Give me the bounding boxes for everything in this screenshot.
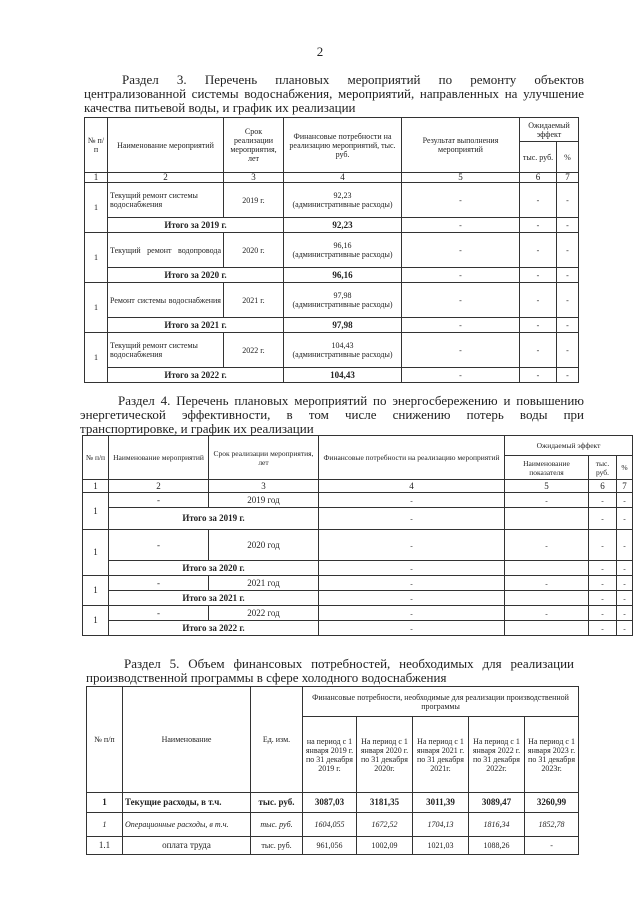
s3-index: 2 <box>108 173 224 183</box>
row-name: - <box>109 530 209 561</box>
s4-index: 3 <box>209 480 319 493</box>
s5-header-period: на период с 1 января 2019 г. по 31 декабря 2019 г. <box>303 717 357 793</box>
row-name: Текущий ремонт системы водоснабжения <box>108 183 224 218</box>
total-row <box>85 318 579 333</box>
total-label: Итого за 2020 г. <box>109 561 319 576</box>
row-unit: тыс. руб. <box>251 793 303 813</box>
section4-heading-line2: энергетической эффективности, в том числе снижению потерь воды при <box>80 407 584 422</box>
row-value: 1604,055 <box>303 813 357 837</box>
row-value: 1021,03 <box>413 837 469 855</box>
dash-cell: - <box>589 591 617 606</box>
row-finance <box>284 183 402 218</box>
row-result: - <box>402 333 520 368</box>
row-pct: - <box>617 493 633 508</box>
total-value: 92,23 <box>284 218 402 233</box>
s5-header-num: № п/п <box>87 687 123 793</box>
s3-index: 1 <box>85 173 108 183</box>
total-row <box>83 561 633 576</box>
section5-heading-line1: Раздел 5. Объем финансовых потребностей, необходимых для реализации <box>124 656 574 671</box>
total-label: Итого за 2019 г. <box>108 218 284 233</box>
row-value: 961,056 <box>303 837 357 855</box>
section5-table <box>86 686 579 855</box>
row-name: Ремонт системы водоснабжения <box>108 283 224 318</box>
dash-cell: - <box>557 268 579 283</box>
row-num: 1 <box>83 576 109 606</box>
dash-cell: - <box>617 508 633 530</box>
row-year: 2022 год <box>209 606 319 621</box>
row-num: 1 <box>85 233 108 283</box>
total-row <box>83 508 633 530</box>
s3-header-effect: Ожидаемый эффект <box>520 118 579 142</box>
row-year: 2019 год <box>209 493 319 508</box>
row-value: 1002,09 <box>357 837 413 855</box>
section5-heading <box>86 657 574 685</box>
row-rub: - <box>589 576 617 591</box>
table-row <box>83 530 633 561</box>
row-note: (административные расходы) <box>292 200 393 209</box>
empty-cell <box>505 508 589 530</box>
total-label: Итого за 2019 г. <box>109 508 319 530</box>
section5-heading-line2: производственной программы в сфере холодного водоснабжения <box>86 670 447 685</box>
row-value: 1088,26 <box>469 837 525 855</box>
row-amount: 104,43 <box>331 341 354 350</box>
table-row <box>85 283 579 318</box>
row-num: 1 <box>85 333 108 383</box>
row-year: 2019 г. <box>224 183 284 218</box>
row-name: Операционные расходы, в т.ч. <box>123 813 251 837</box>
s3-index: 4 <box>284 173 402 183</box>
empty-cell <box>505 561 589 576</box>
row-pct: - <box>617 576 633 591</box>
row-num: 1 <box>85 283 108 333</box>
row-name: Текущий ремонт системы водоснабжения <box>108 333 224 368</box>
row-year: 2021 год <box>209 576 319 591</box>
s4-index: 4 <box>319 480 505 493</box>
dash-cell: - <box>589 621 617 636</box>
total-value: - <box>319 508 505 530</box>
total-value: 97,98 <box>284 318 402 333</box>
s3-header-rub: тыс. руб. <box>520 142 557 173</box>
empty-cell <box>505 621 589 636</box>
row-finance: - <box>319 606 505 621</box>
s5-header-unit: Ед. изм. <box>251 687 303 793</box>
row-finance: - <box>319 576 505 591</box>
row-value: 1852,78 <box>525 813 579 837</box>
dash-cell: - <box>402 268 520 283</box>
row-rub: - <box>589 606 617 621</box>
total-row <box>85 218 579 233</box>
row-unit: тыс. руб. <box>251 813 303 837</box>
row-indicator: - <box>505 530 589 561</box>
row-num: 1 <box>85 183 108 233</box>
row-num: 1 <box>83 530 109 576</box>
row-name: - <box>109 493 209 508</box>
row-indicator: - <box>505 606 589 621</box>
row-amount: 96,16 <box>333 241 352 250</box>
s4-header-indicator: Наименование показателя <box>505 456 589 480</box>
row-year: 2020 год <box>209 530 319 561</box>
total-value: - <box>319 621 505 636</box>
dash-cell: - <box>617 621 633 636</box>
s5-header-period: На период с 1 января 2021 г. по 31 декабря 2021г. <box>413 717 469 793</box>
section3-heading-line3: качества питьевой воды, и график их реализации <box>84 100 356 115</box>
s4-header-term: Срок реализации мероприятия, лет <box>209 436 319 480</box>
row-value: 3087,03 <box>303 793 357 813</box>
total-value: - <box>319 561 505 576</box>
dash-cell: - <box>617 561 633 576</box>
row-note: (административные расходы) <box>292 250 393 259</box>
row-pct: - <box>557 283 579 318</box>
total-row <box>83 591 633 606</box>
row-year: 2021 г. <box>224 283 284 318</box>
table-row <box>87 793 579 813</box>
s4-header-effect: Ожидаемый эффект <box>505 436 633 456</box>
s3-header-finance: Финансовые потребности на реализацию мероприятий, тыс. руб. <box>284 118 402 173</box>
row-pct: - <box>557 183 579 218</box>
s3-header-num: № п/ п <box>85 118 108 173</box>
s4-index: 1 <box>83 480 109 493</box>
row-pct: - <box>617 530 633 561</box>
dash-cell: - <box>520 268 557 283</box>
row-num: 1 <box>83 606 109 636</box>
table-row <box>85 233 579 268</box>
dash-cell: - <box>520 368 557 383</box>
row-num: 1 <box>83 493 109 530</box>
row-result: - <box>402 233 520 268</box>
row-rub: - <box>520 233 557 268</box>
row-finance <box>284 333 402 368</box>
section3-heading <box>84 73 584 115</box>
table-row <box>83 606 633 621</box>
dash-cell: - <box>402 218 520 233</box>
s3-header-pct: % <box>557 142 579 173</box>
row-name: оплата труда <box>123 837 251 855</box>
row-name: Текущие расходы, в т.ч. <box>123 793 251 813</box>
row-finance: - <box>319 493 505 508</box>
total-label: Итого за 2020 г. <box>108 268 284 283</box>
s3-index: 7 <box>557 173 579 183</box>
total-label: Итого за 2021 г. <box>109 591 319 606</box>
row-amount: 92,23 <box>333 191 352 200</box>
total-row <box>85 368 579 383</box>
table-row <box>85 183 579 218</box>
dash-cell: - <box>402 318 520 333</box>
s4-index: 2 <box>109 480 209 493</box>
s4-header-rub: тыс. руб. <box>589 456 617 480</box>
row-finance <box>284 283 402 318</box>
row-amount: 97,98 <box>333 291 352 300</box>
total-row <box>83 621 633 636</box>
row-rub: - <box>520 283 557 318</box>
dash-cell: - <box>589 508 617 530</box>
s3-header-result: Результат выполнения мероприятий <box>402 118 520 173</box>
dash-cell: - <box>617 591 633 606</box>
s4-index: 5 <box>505 480 589 493</box>
row-name: Текущий ремонт водопровода <box>108 233 224 268</box>
dash-cell: - <box>402 368 520 383</box>
row-rub: - <box>589 493 617 508</box>
s5-header-period: На период с 1 января 2020 г. по 31 декабря 2020г. <box>357 717 413 793</box>
row-value: 1672,52 <box>357 813 413 837</box>
row-name: - <box>109 576 209 591</box>
s4-header-num: № п/п <box>83 436 109 480</box>
section3-heading-line2: централизованной системы водоснабжения, мероприятий, направленных на улучшение <box>84 86 584 101</box>
row-rub: - <box>520 183 557 218</box>
s3-index: 5 <box>402 173 520 183</box>
row-value: 3011,39 <box>413 793 469 813</box>
table-row <box>85 333 579 368</box>
dash-cell: - <box>589 561 617 576</box>
s3-header-term: Срок реализации мероприятия, лет <box>224 118 284 173</box>
row-pct: - <box>557 233 579 268</box>
section4-heading-line1: Раздел 4. Перечень плановых мероприятий по энергосбережению и повышению <box>118 393 584 408</box>
row-value: 1816,34 <box>469 813 525 837</box>
section4-heading <box>80 394 584 436</box>
s5-header-name: Наименование <box>123 687 251 793</box>
s3-index: 3 <box>224 173 284 183</box>
row-value: 1704,13 <box>413 813 469 837</box>
dash-cell: - <box>557 218 579 233</box>
s4-index: 7 <box>617 480 633 493</box>
row-note: (административные расходы) <box>292 350 393 359</box>
row-year: 2022 г. <box>224 333 284 368</box>
total-label: Итого за 2022 г. <box>108 368 284 383</box>
row-pct: - <box>617 606 633 621</box>
total-value: 96,16 <box>284 268 402 283</box>
section3-heading-line1: Раздел 3. Перечень плановых мероприятий по ремонту объектов <box>122 72 584 87</box>
section4-heading-line3: транспортировке, и график их реализации <box>80 421 314 436</box>
row-value: 3260,99 <box>525 793 579 813</box>
total-row <box>85 268 579 283</box>
section3-table <box>84 117 579 383</box>
row-num: 1.1 <box>87 837 123 855</box>
section4-table <box>82 435 633 636</box>
row-num: 1 <box>87 793 123 813</box>
total-value: 104,43 <box>284 368 402 383</box>
row-indicator: - <box>505 493 589 508</box>
row-note: (административные расходы) <box>292 300 393 309</box>
s5-header-period: На период с 1 января 2022 г. по 31 декабря 2022г. <box>469 717 525 793</box>
dash-cell: - <box>557 318 579 333</box>
s3-header-name: Наименование мероприятий <box>108 118 224 173</box>
empty-cell <box>505 591 589 606</box>
table-row <box>87 813 579 837</box>
row-indicator: - <box>505 576 589 591</box>
dash-cell: - <box>520 318 557 333</box>
row-rub: - <box>520 333 557 368</box>
row-name: - <box>109 606 209 621</box>
row-year: 2020 г. <box>224 233 284 268</box>
s4-header-name: Наименование мероприятий <box>109 436 209 480</box>
row-finance <box>284 233 402 268</box>
table-row <box>83 576 633 591</box>
row-result: - <box>402 283 520 318</box>
page-number: 2 <box>316 44 324 59</box>
row-rub: - <box>589 530 617 561</box>
total-value: - <box>319 591 505 606</box>
row-unit: тыс. руб. <box>251 837 303 855</box>
row-value: - <box>525 837 579 855</box>
s3-index: 6 <box>520 173 557 183</box>
dash-cell: - <box>520 218 557 233</box>
table-row <box>87 837 579 855</box>
total-label: Итого за 2021 г. <box>108 318 284 333</box>
row-value: 3089,47 <box>469 793 525 813</box>
row-value: 3181,35 <box>357 793 413 813</box>
row-result: - <box>402 183 520 218</box>
s5-header-period: На период с 1 января 2023 г. по 31 декабря 2023г. <box>525 717 579 793</box>
s4-index: 6 <box>589 480 617 493</box>
s5-header-finance: Финансовые потребности, необходимые для реализации производственной программы <box>303 687 579 717</box>
dash-cell: - <box>557 368 579 383</box>
s4-header-finance: Финансовые потребности на реализацию мероприятий <box>319 436 505 480</box>
row-num: 1 <box>87 813 123 837</box>
table-row <box>83 493 633 508</box>
s4-header-pct: % <box>617 456 633 480</box>
row-pct: - <box>557 333 579 368</box>
total-label: Итого за 2022 г. <box>109 621 319 636</box>
row-finance: - <box>319 530 505 561</box>
